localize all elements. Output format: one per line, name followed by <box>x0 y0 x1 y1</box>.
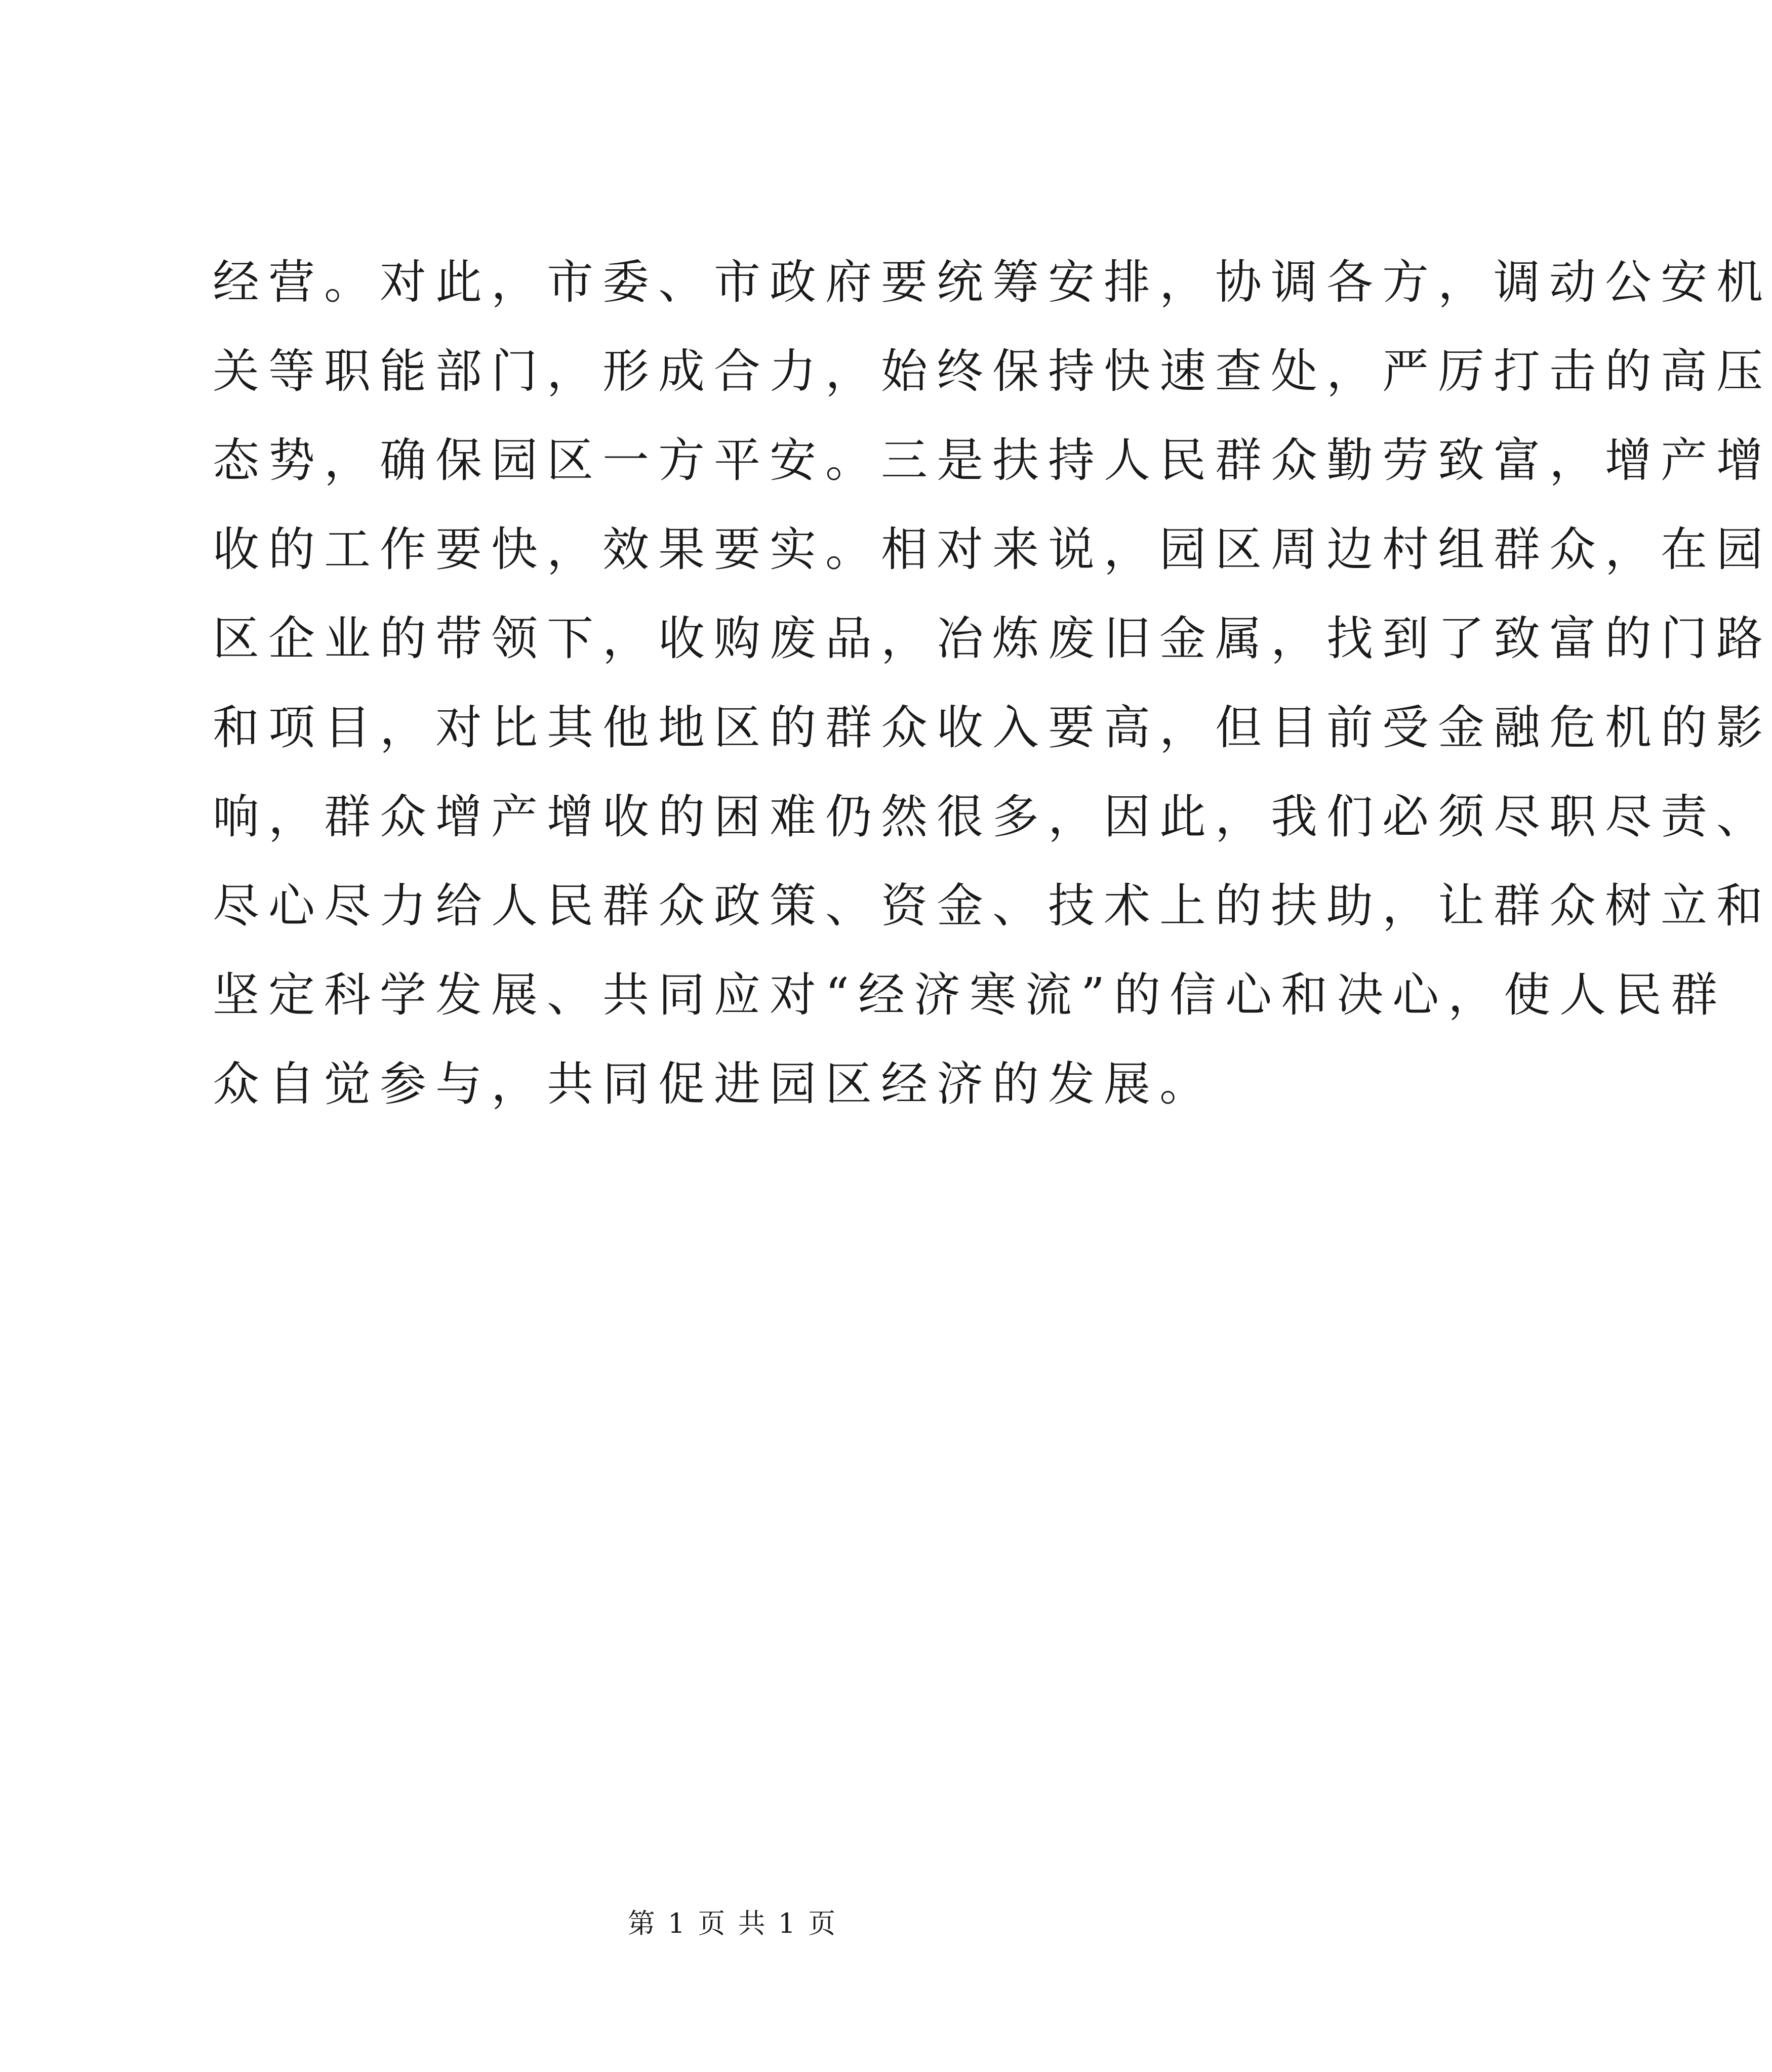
page-number-label: 第 1 页 共 1 页 <box>627 1907 838 1939</box>
text-line: 收的工作要快，效果要实。相对来说，园区周边村组群众，在园 <box>213 522 1772 577</box>
text-line: 关等职能部门，形成合力，始终保持快速查处，严厉打击的高压 <box>213 344 1772 398</box>
text-line: 众自觉参与，共同促进园区经济的发展。 <box>213 1057 1216 1111</box>
text-line: 尽心尽力给人民群众政策、资金、技术上的扶助，让群众树立和 <box>213 879 1772 933</box>
text-line: 区企业的带领下，收购废品，冶炼废旧金属，找到了致富的门路 <box>213 612 1772 666</box>
page-footer <box>0 1903 1465 1944</box>
text-line: 态势，确保园区一方平安。三是扶持人民群众勤劳致富，增产增 <box>213 433 1772 487</box>
body-paragraph <box>213 238 1772 1129</box>
text-line: 坚定科学发展、共同应对“经济寒流”的信心和决心，使人民群 <box>213 968 1727 1022</box>
text-line: 响，群众增产增收的困难仍然很多，因此，我们必须尽职尽责、 <box>213 790 1772 844</box>
text-line: 经营。对此，市委、市政府要统筹安排，协调各方，调动公安机 <box>213 255 1772 309</box>
text-line: 和项目，对比其他地区的群众收入要高，但目前受金融危机的影 <box>213 701 1772 755</box>
